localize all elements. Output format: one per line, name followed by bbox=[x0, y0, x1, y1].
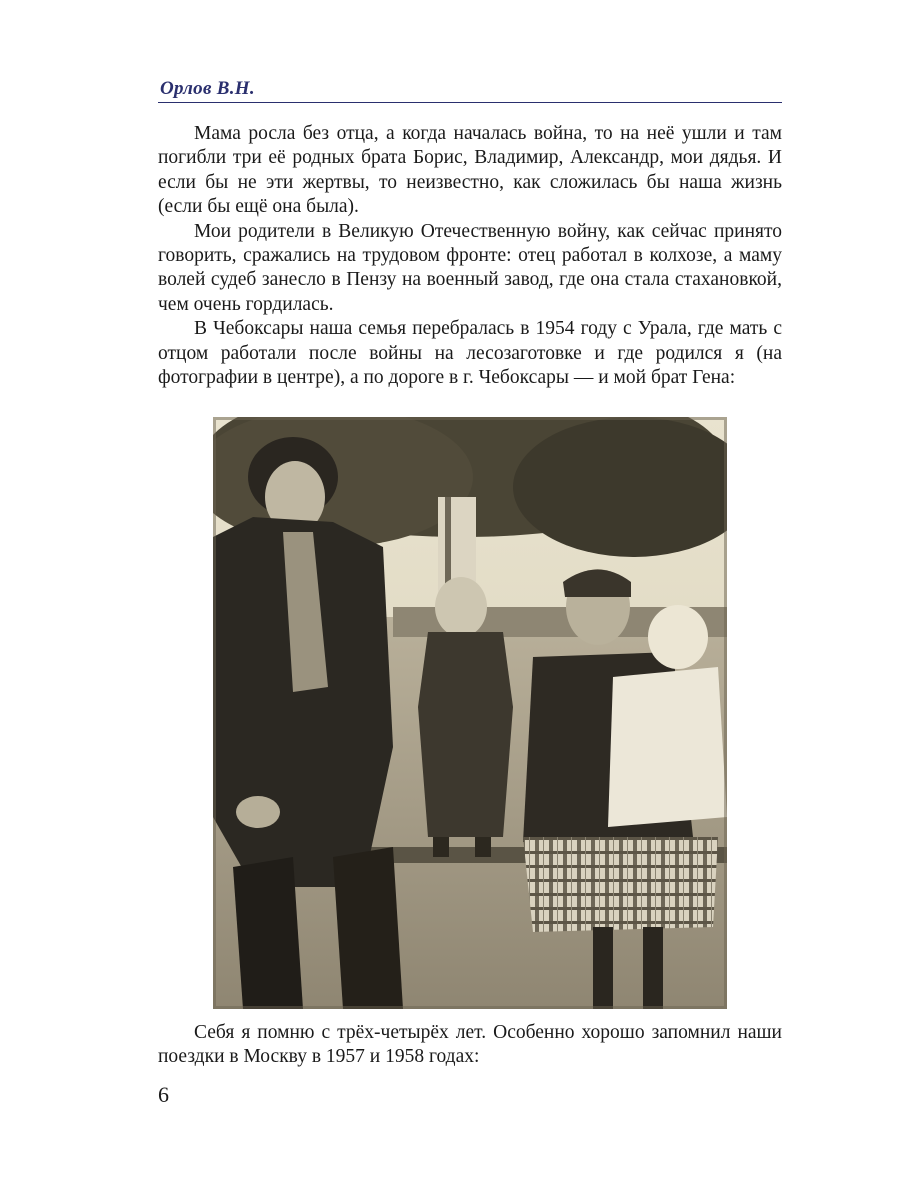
family-photograph bbox=[213, 417, 727, 1009]
header-author: Орлов В.Н. bbox=[160, 78, 255, 99]
page-number: 6 bbox=[158, 1082, 169, 1107]
paragraph: Мои родители в Великую Отечественную войну, как сейчас принято говорить, сражались на трудовом фронте: отец работал в колхозе, а маму волей судеб занесло в Пензу на военный завод, где она стала стахановкой, чем очень гордилась. bbox=[158, 220, 782, 315]
paragraph: В Чебоксары наша семья перебралась в 1954 году с Урала, где мать с отцом работали после войны на лесозаготовке и где родился я (на фотографии в центре), а по дороге в г. Чебоксары — и мой брат Гена: bbox=[158, 318, 782, 389]
photo-illustration bbox=[213, 417, 727, 1009]
paragraph: Себя я помню с трёх-четырёх лет. Особенно хорошо запомнил наши поездки в Москву в 1957 и 1958 годах: bbox=[158, 1022, 782, 1068]
running-header bbox=[158, 78, 782, 103]
body-text-top bbox=[158, 122, 782, 390]
body-text-bottom bbox=[158, 1021, 782, 1070]
paragraph: Мама росла без отца, а когда началась война, то на неё ушли и там погибли три её родных брата Борис, Владимир, Александр, мои дядья. И если бы не эти жертвы, то неизвестно, как сложилась бы наша жизнь (если бы ещё она была). bbox=[158, 123, 782, 218]
